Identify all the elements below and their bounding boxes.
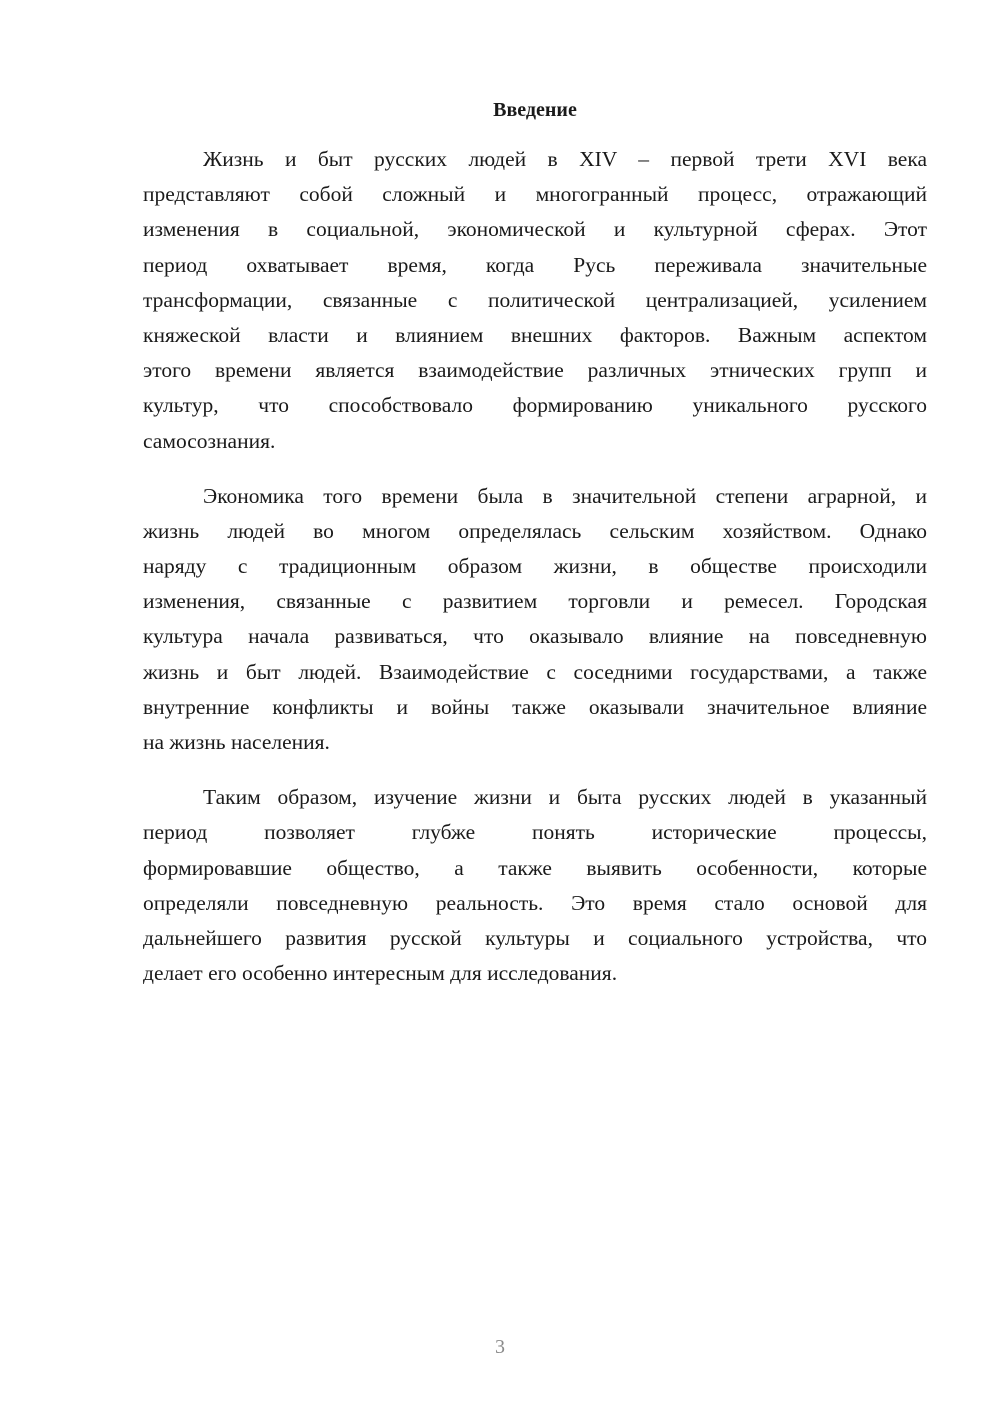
text-line: культур, что способствовало формированию уникального русского: [143, 393, 927, 418]
text-line: самосознания.: [143, 428, 276, 453]
text-line: период позволяет глубже понять исторические процессы,: [143, 820, 927, 845]
text-line: на жизнь населения.: [143, 730, 330, 754]
text-line: делает его особенно интересным для исследования.: [143, 961, 618, 986]
text-line: дальнейшего развития русской культуры и социального устройства, что: [143, 925, 927, 950]
text-line: жизнь и быт людей. Взаимодействие с соседними государствами, а также: [143, 659, 927, 684]
text-line: изменения, связанные с развитием торговли и ремесел. Городская: [143, 589, 927, 614]
text-line: Экономика того времени была в значительной степени аграрной, и: [203, 483, 927, 508]
text-line: определяли повседневную реальность. Это время стало основой для: [143, 890, 927, 915]
text-line: период охватывает время, когда Русь переживала значительные: [143, 252, 927, 277]
text-line: Жизнь и быт русских людей в XIV – первой трети XVI века: [203, 147, 927, 171]
text-line: жизнь людей во многом определялась сельским хозяйством. Однако: [143, 518, 927, 543]
page-title: Введение: [493, 99, 577, 121]
text-line: этого времени является взаимодействие различных этнических групп и: [143, 358, 927, 383]
text-line: Таким образом, изучение жизни и быта русских людей в указанный: [203, 785, 927, 810]
text-line: формировавшие общество, а также выявить особенности, которые: [143, 855, 927, 880]
paragraph: [143, 142, 927, 459]
text-line: трансформации, связанные с политической централизацией, усилением: [143, 287, 927, 312]
document-body: [143, 142, 927, 1011]
paragraph: [143, 479, 927, 761]
text-line: внутренние конфликты и войны также оказывали значительное влияние: [143, 694, 927, 719]
text-line: княжеской власти и влиянием внешних факторов. Важным аспектом: [143, 322, 927, 347]
page-number: 3: [495, 1336, 505, 1358]
text-line: представляют собой сложный и многогранный процесс, отражающий: [143, 182, 927, 207]
text-line: культура начала развиваться, что оказывало влияние на повседневную: [143, 624, 927, 649]
text-line: изменения в социальной, экономической и культурной сферах. Этот: [143, 217, 927, 242]
paragraph: [143, 780, 927, 991]
text-line: наряду с традиционным образом жизни, в обществе происходили: [143, 554, 927, 579]
